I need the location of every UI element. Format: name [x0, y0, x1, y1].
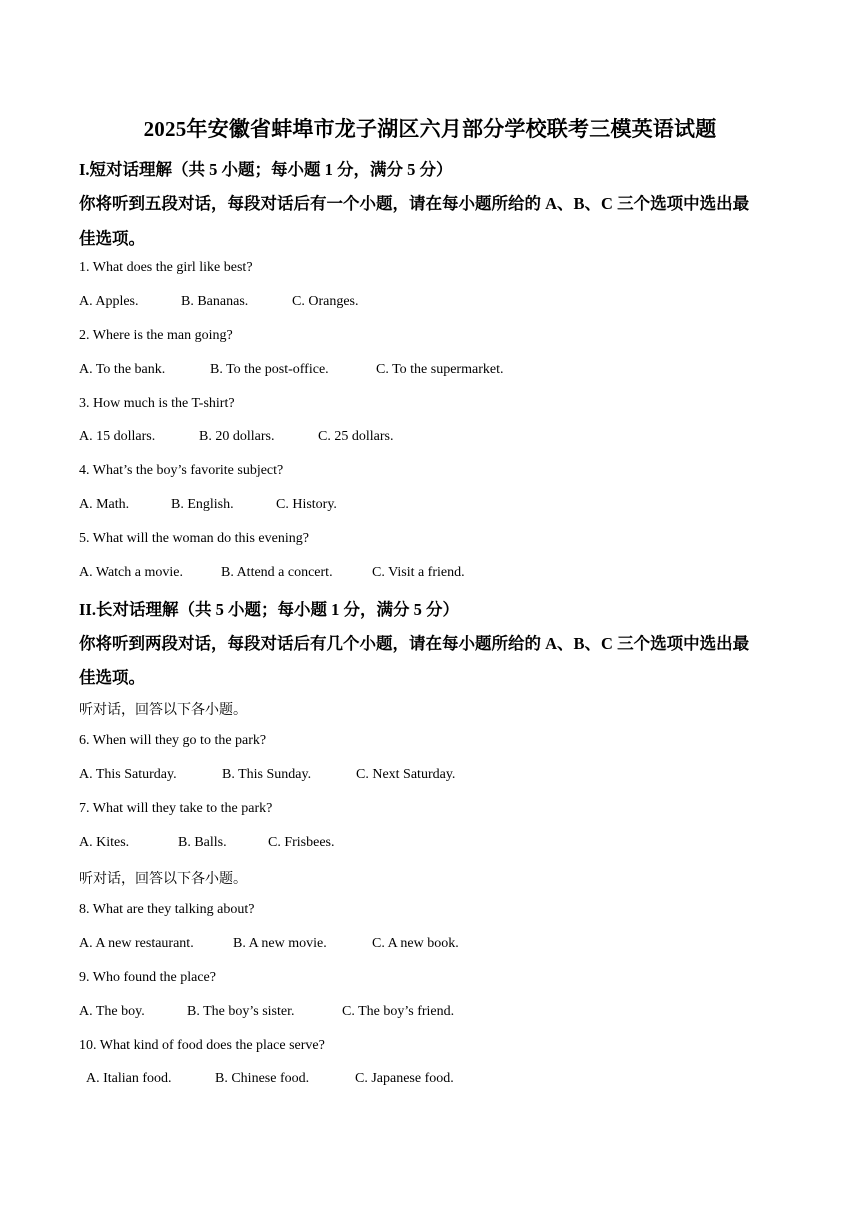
question-10: 10. What kind of food does the place serve?: [79, 1038, 325, 1053]
option-b: B. The boy’s sister.: [187, 1004, 295, 1019]
option-b: B. Bananas.: [181, 294, 249, 309]
question-5-options: [79, 565, 465, 581]
option-c: C. 25 dollars.: [318, 429, 394, 444]
question-3-options: [79, 429, 393, 445]
option-a: A. 15 dollars.: [79, 429, 156, 444]
option-a: A. To the bank.: [79, 362, 166, 377]
option-a: A. The boy.: [79, 1004, 145, 1019]
option-c: C. To the supermarket.: [376, 362, 504, 377]
document-title: 2025年安徽省蚌埠市龙子湖区六月部分学校联考三模英语试题: [143, 117, 717, 141]
question-2-options: [79, 362, 503, 378]
option-c: C. Next Saturday.: [356, 767, 456, 782]
section-2-instruction-line1: 你将听到两段对话，每段对话后有几个小题，请在每小题所给的 A、B、C 三个选项中选出最: [79, 634, 750, 653]
option-c: C. A new book.: [372, 936, 459, 951]
option-c: C. Oranges.: [292, 294, 359, 309]
section-2-instruction-line2: 佳选项。: [79, 668, 145, 687]
section-1-heading: I.短对话理解（共 5 小题；每小题 1 分，满分 5 分）: [79, 160, 453, 179]
question-8-options: [79, 936, 459, 952]
option-a: A. Watch a movie.: [79, 565, 183, 580]
option-b: B. A new movie.: [233, 936, 327, 951]
option-b: B. English.: [171, 497, 234, 512]
question-4: 4. What’s the boy’s favorite subject?: [79, 463, 284, 478]
question-9-options: [79, 1004, 454, 1020]
option-a: A. Italian food.: [86, 1071, 172, 1086]
question-1-options: [79, 294, 359, 310]
option-a: A. Math.: [79, 497, 130, 512]
option-a: A. Kites.: [79, 835, 130, 850]
option-b: B. Balls.: [178, 835, 227, 850]
section-2-heading: II.长对话理解（共 5 小题；每小题 1 分，满分 5 分）: [79, 600, 459, 619]
option-a: A. This Saturday.: [79, 767, 177, 782]
question-7: 7. What will they take to the park?: [79, 801, 273, 816]
question-5: 5. What will the woman do this evening?: [79, 531, 309, 546]
question-9: 9. Who found the place?: [79, 970, 216, 985]
question-8: 8. What are they talking about?: [79, 902, 255, 917]
option-c: C. History.: [276, 497, 337, 512]
question-4-options: [79, 497, 337, 513]
option-a: A. Apples.: [79, 294, 139, 309]
section-1-instruction-line2: 佳选项。: [79, 229, 145, 248]
option-c: C. Visit a friend.: [372, 565, 465, 580]
question-2: 2. Where is the man going?: [79, 328, 233, 343]
question-7-options: [79, 835, 335, 851]
option-b: B. 20 dollars.: [199, 429, 275, 444]
option-b: B. To the post-office.: [210, 362, 329, 377]
option-b: B. This Sunday.: [222, 767, 312, 782]
question-1: 1. What does the girl like best?: [79, 260, 253, 275]
question-10-options: [86, 1071, 454, 1087]
question-6: 6. When will they go to the park?: [79, 733, 267, 748]
question-3: 3. How much is the T-shirt?: [79, 396, 235, 411]
section-1-instruction-line1: 你将听到五段对话，每段对话后有一个小题，请在每小题所给的 A、B、C 三个选项中选出最: [79, 194, 750, 213]
listen-note-1: 听对话，回答以下各小题。: [79, 703, 247, 718]
question-6-options: [79, 767, 455, 783]
option-b: B. Chinese food.: [215, 1071, 310, 1086]
listen-note-2: 听对话，回答以下各小题。: [79, 872, 247, 887]
option-a: A. A new restaurant.: [79, 936, 194, 951]
option-c: C. The boy’s friend.: [342, 1004, 455, 1019]
option-b: B. Attend a concert.: [221, 565, 333, 580]
option-c: C. Frisbees.: [268, 835, 335, 850]
option-c: C. Japanese food.: [355, 1071, 454, 1086]
